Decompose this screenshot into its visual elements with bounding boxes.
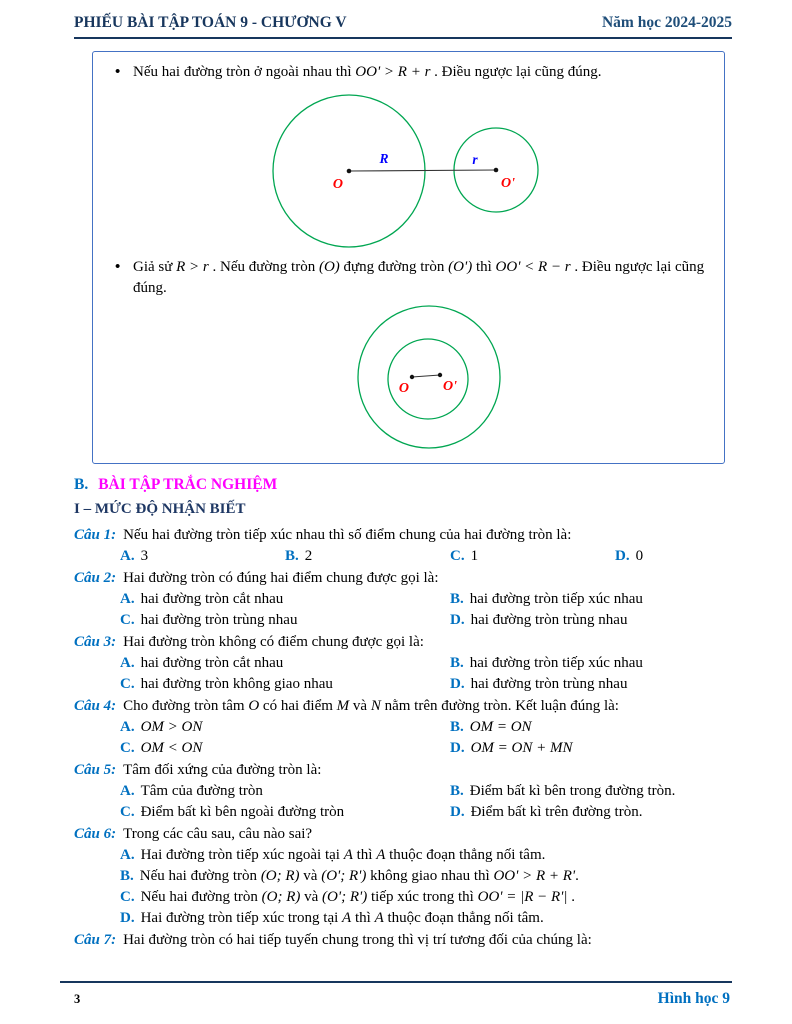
question-text: Tâm đối xứng của đường tròn là: [123, 762, 322, 778]
question-line [74, 696, 732, 717]
option-letter: D. [450, 612, 465, 628]
options-grid [120, 653, 732, 695]
option-letter: D. [120, 910, 135, 926]
option-text: Điểm bất kì bên trong đường tròn. [469, 783, 676, 799]
options-row [120, 546, 732, 567]
question-label: Câu 5: [74, 762, 117, 778]
question-line [74, 632, 732, 653]
center-point-O [410, 375, 414, 379]
page-number: 3 [74, 992, 81, 1006]
question-line [74, 930, 732, 951]
option-text: Điểm bất kì trên đường tròn. [470, 804, 643, 820]
theory-box [92, 51, 725, 464]
label-O: O [398, 381, 409, 396]
bullet-marker: • [115, 259, 121, 275]
option-text: 2 [304, 548, 313, 564]
label-R: R [379, 151, 389, 166]
question-text: Nếu hai đường tròn tiếp xúc nhau thì số điểm chung của hai đường tròn là: [123, 527, 572, 543]
question-text: Hai đường tròn không có điểm chung được gọi là: [123, 634, 424, 650]
option-a [120, 845, 732, 866]
question-label: Câu 3: [74, 634, 117, 650]
center-point-O-prime [494, 168, 499, 173]
question-label: Câu 6: [74, 826, 117, 842]
question-text: Hai đường tròn có đúng hai điểm chung được gọi là: [123, 570, 439, 586]
question-4 [74, 696, 732, 759]
option-b [450, 781, 732, 802]
question-7 [74, 930, 732, 951]
option-d [120, 908, 732, 929]
option-c [120, 738, 450, 759]
options-grid [120, 781, 732, 823]
bullet-text: Giả sử R > r . Nếu đường tròn (O) đựng đường tròn (O') thì OO' < R − r . Điều ngược lại cũng đúng. [133, 259, 705, 296]
section-title: BÀI TẬP TRẮC NGHIỆM [98, 476, 278, 493]
outer-circle [358, 306, 500, 448]
question-line [74, 824, 732, 845]
option-letter: C. [120, 889, 135, 905]
label-O: O [332, 177, 343, 192]
center-point-O-prime [438, 373, 442, 377]
option-text: hai đường tròn cắt nhau [140, 591, 284, 607]
option-b [120, 866, 732, 887]
option-d [450, 802, 732, 823]
bullet-item-internal [109, 257, 708, 299]
option-text: hai đường tròn trùng nhau [470, 676, 628, 692]
option-text: 3 [140, 548, 149, 564]
options-grid [120, 717, 732, 759]
option-text: hai đường tròn tiếp xúc nhau [469, 591, 643, 607]
option-letter: C. [120, 676, 135, 692]
level-heading: I – MỨC ĐỘ NHẬN BIẾT [74, 501, 246, 517]
options-grid [120, 589, 732, 631]
question-label: Câu 1: [74, 527, 117, 543]
book-title: Hình học 9 [657, 990, 730, 1007]
option-letter: A. [120, 719, 135, 735]
section-letter: B. [74, 476, 89, 493]
option-c [120, 674, 450, 695]
option-letter: A. [120, 591, 135, 607]
bullet-text: Nếu hai đường tròn ở ngoài nhau thì OO' > R + r . Điều ngược lại cũng đúng. [133, 64, 602, 80]
section-heading-b [74, 474, 732, 495]
question-line [74, 568, 732, 589]
question-3 [74, 632, 732, 695]
question-line [74, 525, 732, 546]
option-letter: D. [450, 804, 465, 820]
option-d [450, 738, 732, 759]
option-b [285, 546, 450, 567]
option-text: Nếu hai đường tròn (O; R) và (O'; R') tiếp xúc trong thì OO' = |R − R'| . [140, 889, 576, 905]
option-b [450, 589, 732, 610]
option-letter: C. [120, 804, 135, 820]
option-letter: B. [120, 868, 134, 884]
option-c [120, 802, 450, 823]
label-O-prime: O' [443, 379, 457, 394]
option-a [120, 589, 450, 610]
figure-contained-circles [349, 303, 509, 455]
option-letter: D. [450, 676, 465, 692]
center-point-O [347, 169, 352, 174]
option-d [615, 546, 732, 567]
option-letter: B. [450, 719, 464, 735]
option-text: hai đường tròn trùng nhau [470, 612, 628, 628]
option-text: 0 [635, 548, 644, 564]
option-letter: D. [450, 740, 465, 756]
option-a [120, 546, 285, 567]
option-letter: A. [120, 847, 135, 863]
option-b [450, 653, 732, 674]
option-d [450, 610, 732, 631]
option-letter: B. [450, 783, 464, 799]
question-text: Trong các câu sau, câu nào sai? [123, 826, 313, 842]
option-text: OM < ON [140, 740, 203, 756]
page-header [74, 12, 732, 39]
option-text: Nếu hai đường tròn (O; R) và (O'; R') không giao nhau thì OO' > R + R'. [139, 868, 579, 884]
option-c [450, 546, 615, 567]
question-label: Câu 2: [74, 570, 117, 586]
question-text: Hai đường tròn có hai tiếp tuyến chung trong thì vị trí tương đối của chúng là: [123, 932, 592, 948]
option-letter: B. [450, 591, 464, 607]
option-b [450, 717, 732, 738]
option-a [120, 653, 450, 674]
option-letter: D. [615, 548, 630, 564]
option-letter: C. [450, 548, 465, 564]
page-footer [60, 981, 732, 1010]
question-2 [74, 568, 732, 631]
question-label: Câu 4: [74, 698, 117, 714]
option-text: OM = ON + MN [470, 740, 573, 756]
option-text: OM > ON [140, 719, 203, 735]
option-letter: B. [285, 548, 299, 564]
question-5 [74, 760, 732, 823]
option-letter: C. [120, 612, 135, 628]
option-text: 1 [470, 548, 479, 564]
bullet-item-external [109, 62, 708, 83]
option-text: hai đường tròn không giao nhau [140, 676, 333, 692]
option-c [120, 887, 732, 908]
option-text: Hai đường tròn tiếp xúc ngoài tại A thì A thuộc đoạn thẳng nối tâm. [140, 847, 546, 863]
options-stack [120, 845, 732, 929]
question-line [74, 760, 732, 781]
figure-external-circles [259, 87, 559, 255]
option-text: hai đường tròn cắt nhau [140, 655, 284, 671]
question-1 [74, 525, 732, 567]
option-d [450, 674, 732, 695]
question-6 [74, 824, 732, 929]
option-text: Hai đường tròn tiếp xúc trong tại A thì A thuộc đoạn thẳng nối tâm. [140, 910, 544, 926]
option-a [120, 781, 450, 802]
option-c [120, 610, 450, 631]
option-letter: A. [120, 548, 135, 564]
option-a [120, 717, 450, 738]
school-year: Năm học 2024-2025 [601, 14, 732, 31]
option-text: hai đường tròn trùng nhau [140, 612, 298, 628]
option-text: Điểm bất kì bên ngoài đường tròn [140, 804, 345, 820]
option-text: hai đường tròn tiếp xúc nhau [469, 655, 643, 671]
label-r: r [472, 152, 478, 167]
option-letter: A. [120, 655, 135, 671]
label-O-prime: O' [501, 176, 515, 191]
center-line [349, 170, 496, 171]
option-letter: B. [450, 655, 464, 671]
option-letter: A. [120, 783, 135, 799]
bullet-marker: • [115, 64, 121, 80]
worksheet-title: PHIẾU BÀI TẬP TOÁN 9 - CHƯƠNG V [74, 14, 347, 31]
option-letter: C. [120, 740, 135, 756]
center-segment [412, 375, 440, 377]
question-text: Cho đường tròn tâm O có hai điểm M và N nằm trên đường tròn. Kết luận đúng là: [123, 698, 619, 714]
question-label: Câu 7: [74, 932, 117, 948]
option-text: OM = ON [469, 719, 532, 735]
option-text: Tâm của đường tròn [140, 783, 263, 799]
